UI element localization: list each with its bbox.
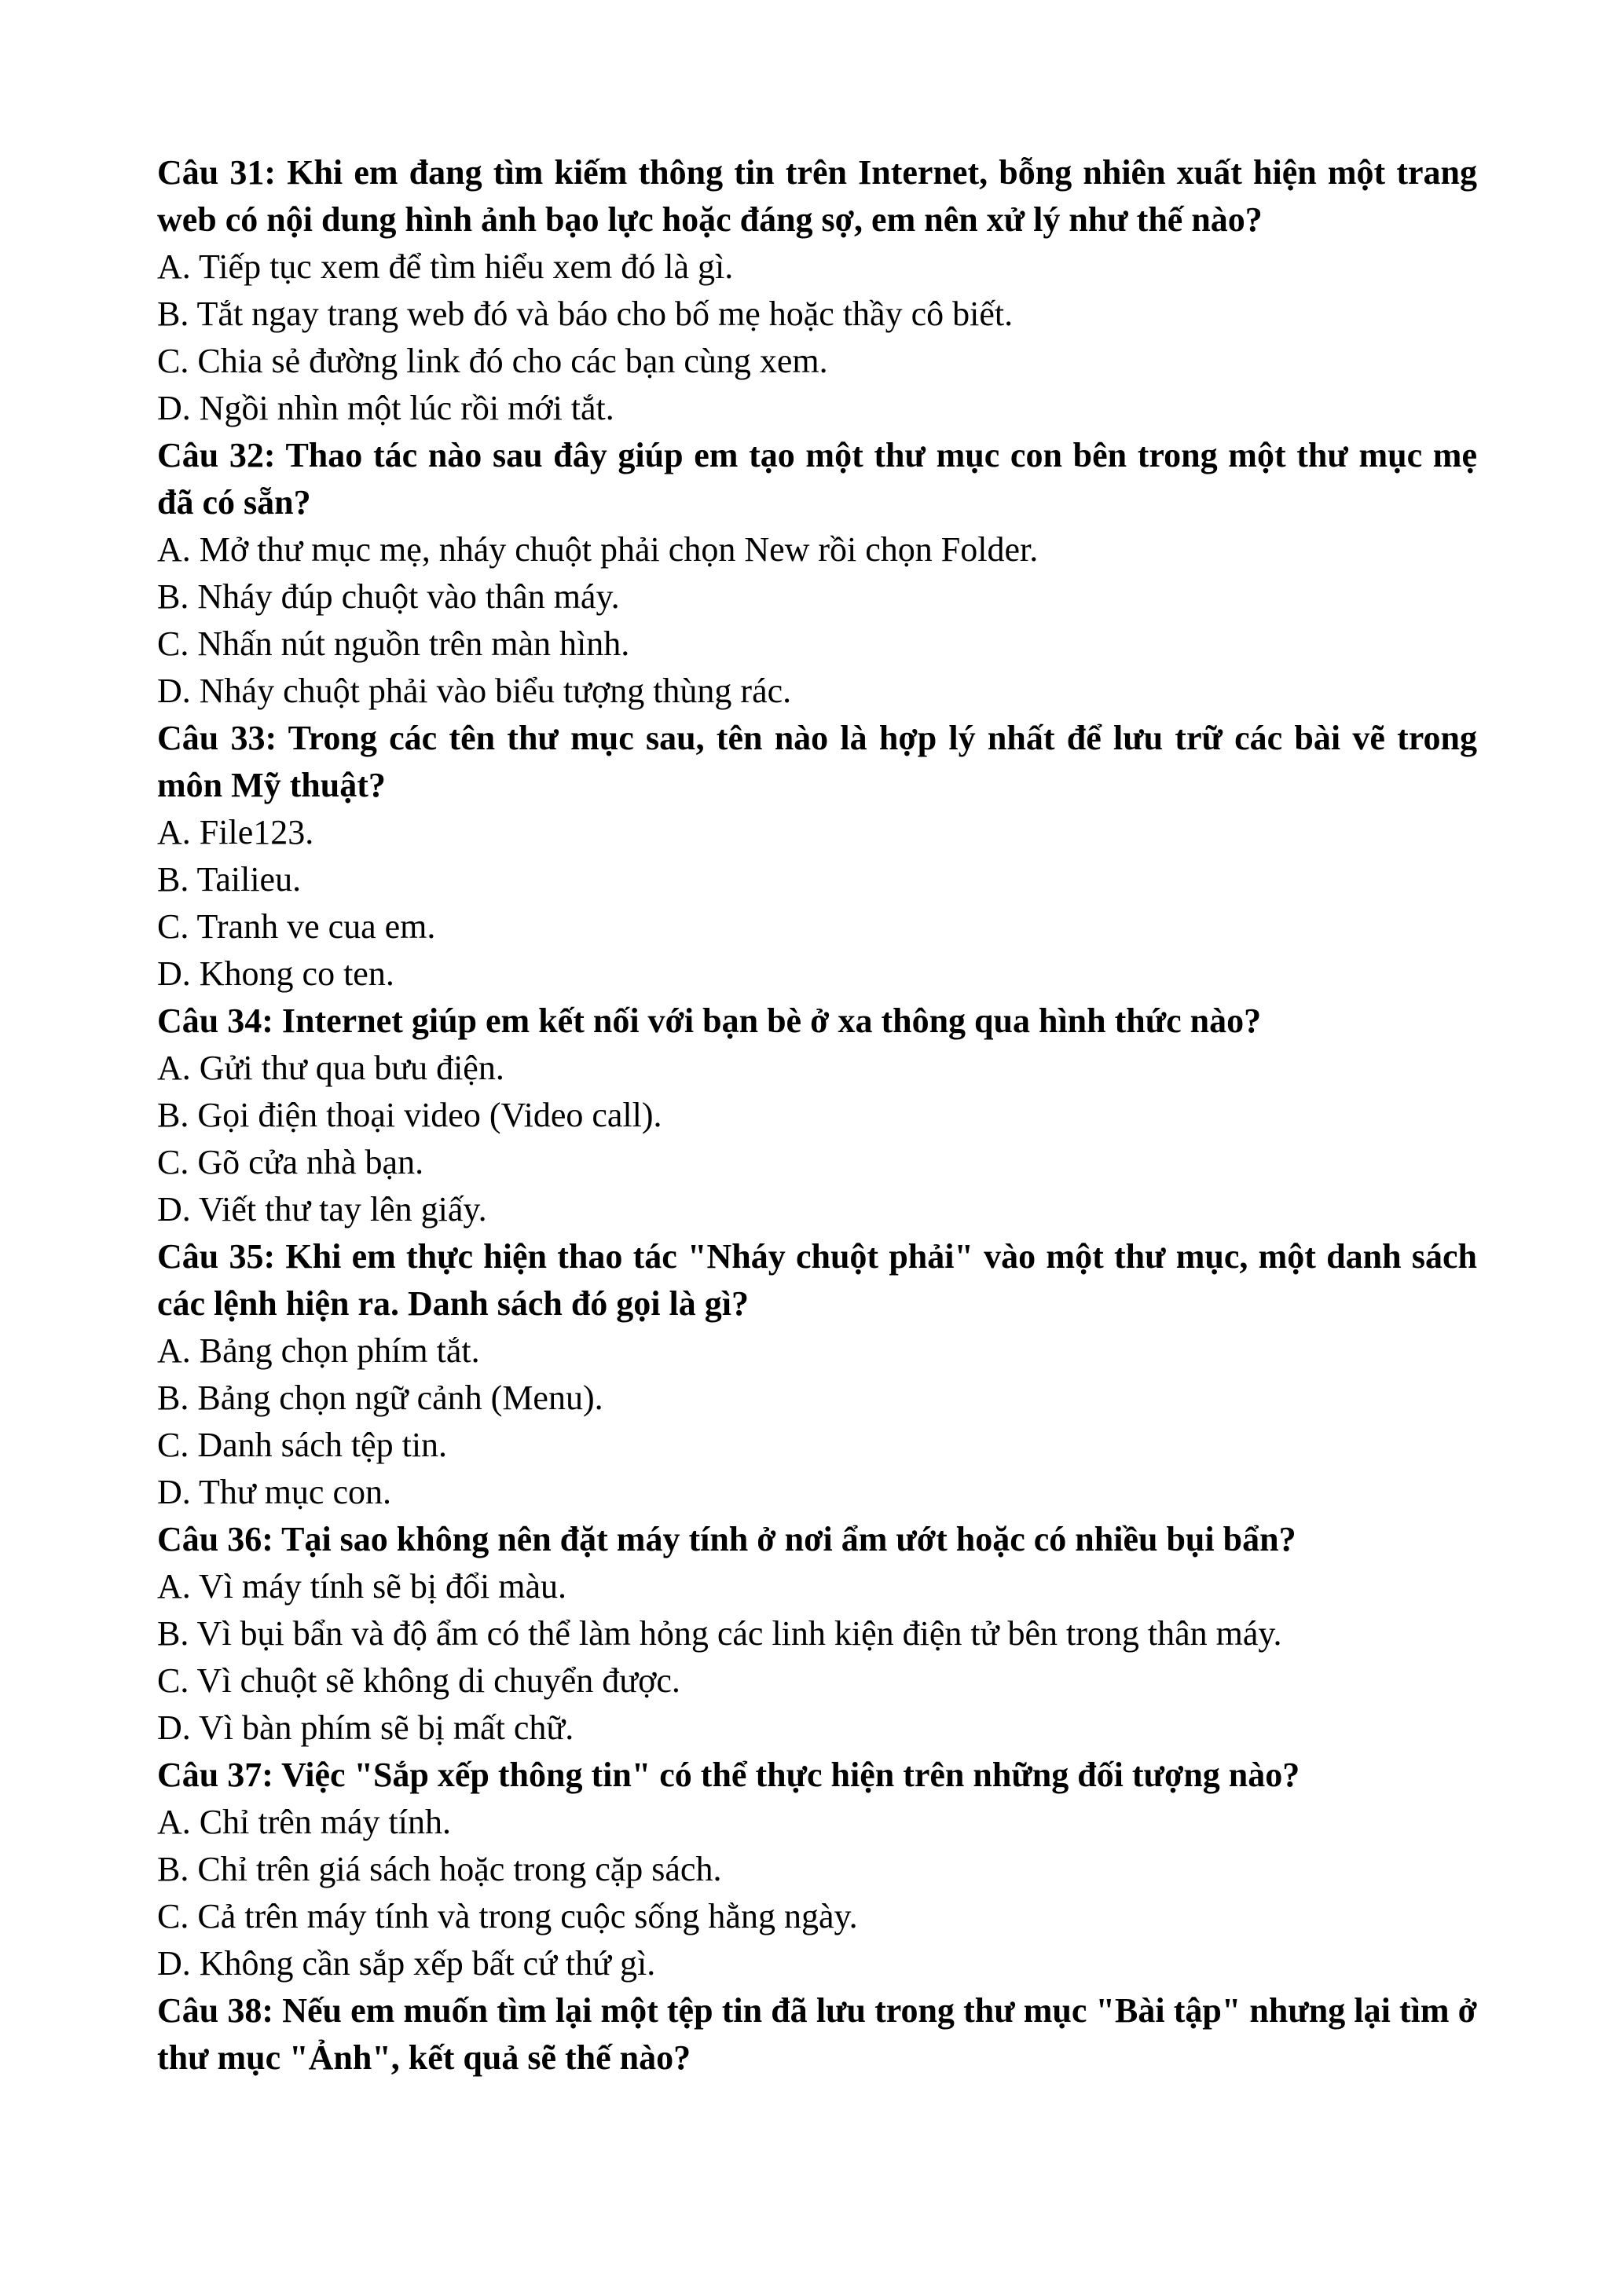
- question-text: Câu 37: Việc "Sắp xếp thông tin" có thể thực hiện trên những đối tượng nào?: [157, 1756, 1300, 1794]
- question-text: Câu 33: Trong các tên thư mục sau, tên nào là hợp lý nhất để lưu trữ các bài vẽ trong môn Mỹ thuật?: [157, 719, 1477, 804]
- answer-option: A. Bảng chọn phím tắt.: [157, 1331, 480, 1370]
- question-text: Câu 36: Tại sao không nên đặt máy tính ở nơi ẩm ướt hoặc có nhiều bụi bẩn?: [157, 1520, 1296, 1558]
- answer-option: C. Nhấn nút nguồn trên màn hình.: [157, 624, 630, 663]
- answer-option: A. Chỉ trên máy tính.: [157, 1803, 451, 1841]
- answer-option: B. Tắt ngay trang web đó và báo cho bố mẹ hoặc thầy cô biết.: [157, 295, 1014, 333]
- question-text: Câu 31: Khi em đang tìm kiếm thông tin trên Internet, bỗng nhiên xuất hiện một trang web có nội dung hình ảnh bạo lực hoặc đáng sợ, em nên xử lý như thế nào?: [157, 153, 1477, 239]
- answer-option: A. Vì máy tính sẽ bị đổi màu.: [157, 1567, 567, 1606]
- answer-option: B. Nháy đúp chuột vào thân máy.: [157, 577, 620, 616]
- answer-option: A. Tiếp tục xem để tìm hiểu xem đó là gì.: [157, 247, 734, 286]
- question-text: Câu 34: Internet giúp em kết nối với bạn bè ở xa thông qua hình thức nào?: [157, 1002, 1262, 1040]
- answer-option: A. Gửi thư qua bưu điện.: [157, 1049, 504, 1087]
- answer-option: B. Bảng chọn ngữ cảnh (Menu).: [157, 1379, 603, 1417]
- answer-option: A. File123.: [157, 813, 314, 851]
- question-block: [157, 1752, 1477, 1987]
- document-page: [157, 149, 1477, 2082]
- answer-option: C. Vì chuột sẽ không di chuyển được.: [157, 1661, 680, 1700]
- answer-option: D. Nháy chuột phải vào biểu tượng thùng rác.: [157, 672, 792, 710]
- question-text: Câu 38: Nếu em muốn tìm lại một tệp tin đã lưu trong thư mục "Bài tập" nhưng lại tìm ở thư mục "Ảnh", kết quả sẽ thế nào?: [157, 1991, 1477, 2077]
- question-block: [157, 998, 1477, 1233]
- answer-option: A. Mở thư mục mẹ, nháy chuột phải chọn New rồi chọn Folder.: [157, 530, 1039, 569]
- question-block: [157, 1233, 1477, 1516]
- answer-option: C. Danh sách tệp tin.: [157, 1426, 448, 1464]
- answer-option: B. Gọi điện thoại video (Video call).: [157, 1096, 662, 1134]
- answer-option: C. Cả trên máy tính và trong cuộc sống hằng ngày.: [157, 1897, 858, 1935]
- answer-option: D. Viết thư tay lên giấy.: [157, 1190, 487, 1229]
- answer-option: B. Tailieu.: [157, 860, 302, 899]
- answer-option: B. Chỉ trên giá sách hoặc trong cặp sách.: [157, 1850, 722, 1888]
- question-block: [157, 1516, 1477, 1752]
- answer-option: D. Thư mục con.: [157, 1473, 391, 1511]
- answer-option: D. Ngồi nhìn một lúc rồi mới tắt.: [157, 389, 614, 427]
- question-block: [157, 715, 1477, 998]
- answer-option: D. Vì bàn phím sẽ bị mất chữ.: [157, 1708, 574, 1747]
- question-text: Câu 35: Khi em thực hiện thao tác "Nháy chuột phải" vào một thư mục, một danh sách các lệnh hiện ra. Danh sách đó gọi là gì?: [157, 1237, 1477, 1323]
- answer-option: D. Khong co ten.: [157, 954, 394, 993]
- question-block: [157, 432, 1477, 715]
- question-text: Câu 32: Thao tác nào sau đây giúp em tạo một thư mục con bên trong một thư mục mẹ đã có sẵn?: [157, 436, 1477, 522]
- answer-option: C. Chia sẻ đường link đó cho các bạn cùng xem.: [157, 342, 828, 380]
- question-block: [157, 1987, 1477, 2082]
- answer-option: D. Không cần sắp xếp bất cứ thứ gì.: [157, 1944, 656, 1983]
- answer-option: B. Vì bụi bẩn và độ ẩm có thể làm hỏng các linh kiện điện tử bên trong thân máy.: [157, 1614, 1282, 1653]
- question-block: [157, 149, 1477, 432]
- answer-option: C. Gõ cửa nhà bạn.: [157, 1143, 424, 1181]
- answer-option: C. Tranh ve cua em.: [157, 907, 436, 946]
